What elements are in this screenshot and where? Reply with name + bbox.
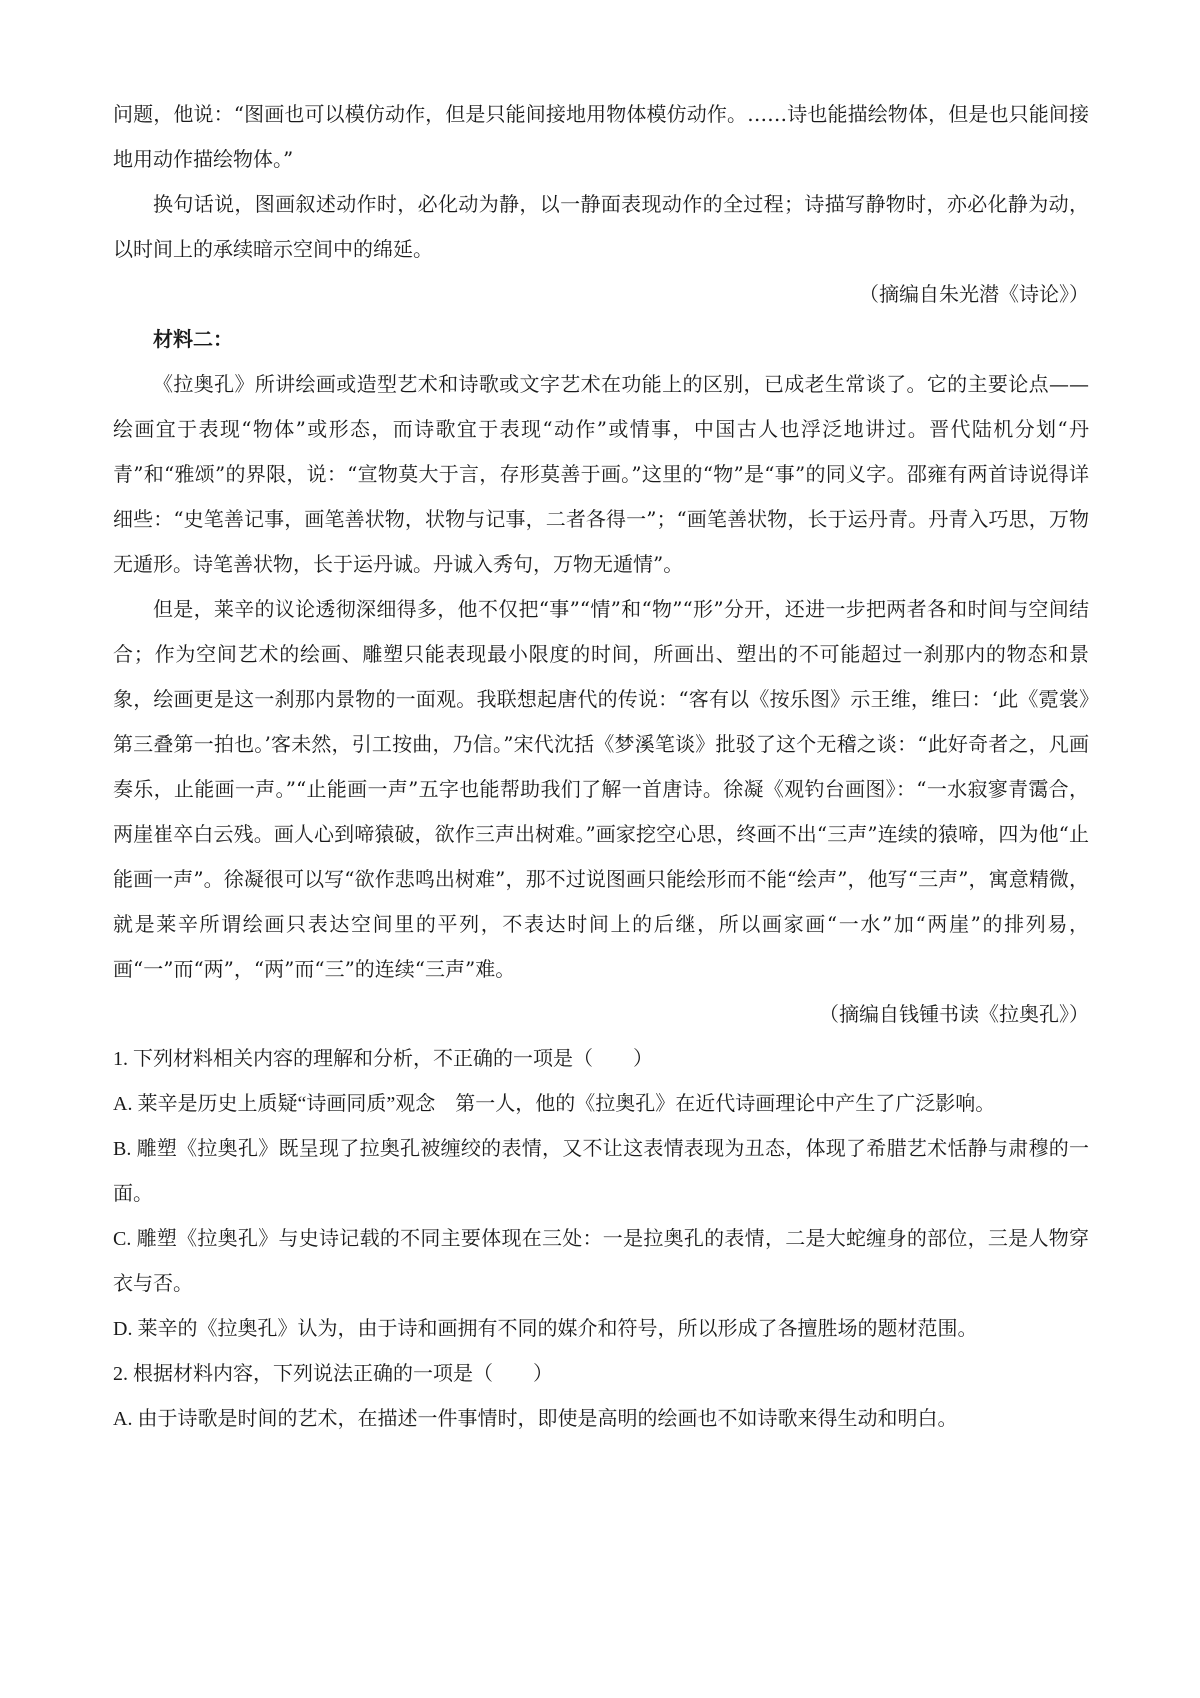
material1-paragraph-2: 换句话说，图画叙述动作时，必化动为静，以一静面表现动作的全过程；诗描写静物时，亦必化静为动，以时间上的承续暗示空间中的绵延。 — [113, 192, 1089, 261]
material1-source: （摘编自朱光潜《诗论》） — [859, 282, 1089, 306]
question-1 — [113, 1037, 1089, 1352]
material2-paragraph-2: 但是，莱辛的议论透彻深细得多，他不仅把“事”“情”和“物”“形”分开，还进一步把两者各和时间与空间结合；作为空间艺术的绘画、雕塑只能表现最小限度的时间，所画出、塑出的不可能超过一刹那内的物态和景象，绘画更是这一刹那内景物的一面观。我联想起唐代的传说：“客有以《按乐图》示王维，维曰：‘此《霓裳》第三叠第一拍也。’客未然，引工按曲，乃信。”宋代沈括《梦溪笔谈》批驳了这个无稽之谈：“此好奇者之，凡画奏乐，止能画一声。”“止能画一声”五字也能帮助我们了解一首唐诗。徐凝《观钓台画图》：“一水寂寥青霭合，两崖崔卒白云残。画人心到啼猿破，欲作三声出树难。”画家挖空心思，终画不出“三声”连续的猿啼，四为他“止能画一声”。徐凝很可以写“欲作悲鸣出树难”，那不过说图画只能绘形而不能“绘声”，他写“三声”，寓意精微，就是莱辛所谓绘画只表达空间里的平列，不表达时间上的后继，所以画家画“一水”加“两崖”的排列易，画“一”而“两”，“两”而“三”的连续“三声”难。 — [113, 597, 1089, 981]
material2-heading: 材料二： — [153, 327, 233, 351]
question-1-option-d: D. 莱辛的《拉奥孔》认为，由于诗和画拥有不同的媒介和符号，所以形成了各擅胜场的题材范围。 — [113, 1318, 978, 1340]
question-1-stem: 1. 下列材料相关内容的理解和分析，不正确的一项是（ ） — [113, 1048, 653, 1070]
material2-source: （摘编自钱锺书读《拉奥孔》） — [819, 1002, 1089, 1026]
question-2-stem: 2. 根据材料内容，下列说法正确的一项是（ ） — [113, 1363, 553, 1385]
question-2-option-a: A. 由于诗歌是时间的艺术，在描述一件事情时，即使是高明的绘画也不如诗歌来得生动和明白。 — [113, 1408, 958, 1430]
material2-paragraph-1: 《拉奥孔》所讲绘画或造型艺术和诗歌或文字艺术在功能上的区别，已成老生常谈了。它的主要论点——绘画宜于表现“物体”或形态，而诗歌宜于表现“动作”或情事，中国古人也浮泛地讲过。晋代陆机分划“丹青”和“雅颂”的界限，说：“宣物莫大于言，存形莫善于画。”这里的“物”是“事”的同义字。邵雍有两首诗说得详细些：“史笔善记事，画笔善状物，状物与记事，二者各得一”；“画笔善状物，长于运丹青。丹青入巧思，万物无遁形。诗笔善状物，长于运丹诚。丹诚入秀句，万物无遁情”。 — [113, 372, 1089, 576]
material1-paragraph-1: 问题，他说：“图画也可以模仿动作，但是只能间接地用物体模仿动作。……诗也能描绘物体，但是也只能间接地用动作描绘物体。” — [113, 102, 1089, 171]
document-page — [113, 92, 1089, 1442]
question-1-option-b: B. 雕塑《拉奥孔》既呈现了拉奥孔被缠绞的表情，又不让这表情表现为丑态，体现了希腊艺术恬静与肃穆的一面。 — [113, 1138, 1089, 1205]
question-1-option-c: C. 雕塑《拉奥孔》与史诗记载的不同主要体现在三处：一是拉奥孔的表情，二是大蛇缠身的部位，三是人物穿衣与否。 — [113, 1228, 1089, 1295]
question-1-option-a: A. 莱辛是历史上质疑“诗画同质”观念 第一人，他的《拉奥孔》在近代诗画理论中产生了广泛影响。 — [113, 1093, 996, 1115]
question-2 — [113, 1352, 1089, 1442]
